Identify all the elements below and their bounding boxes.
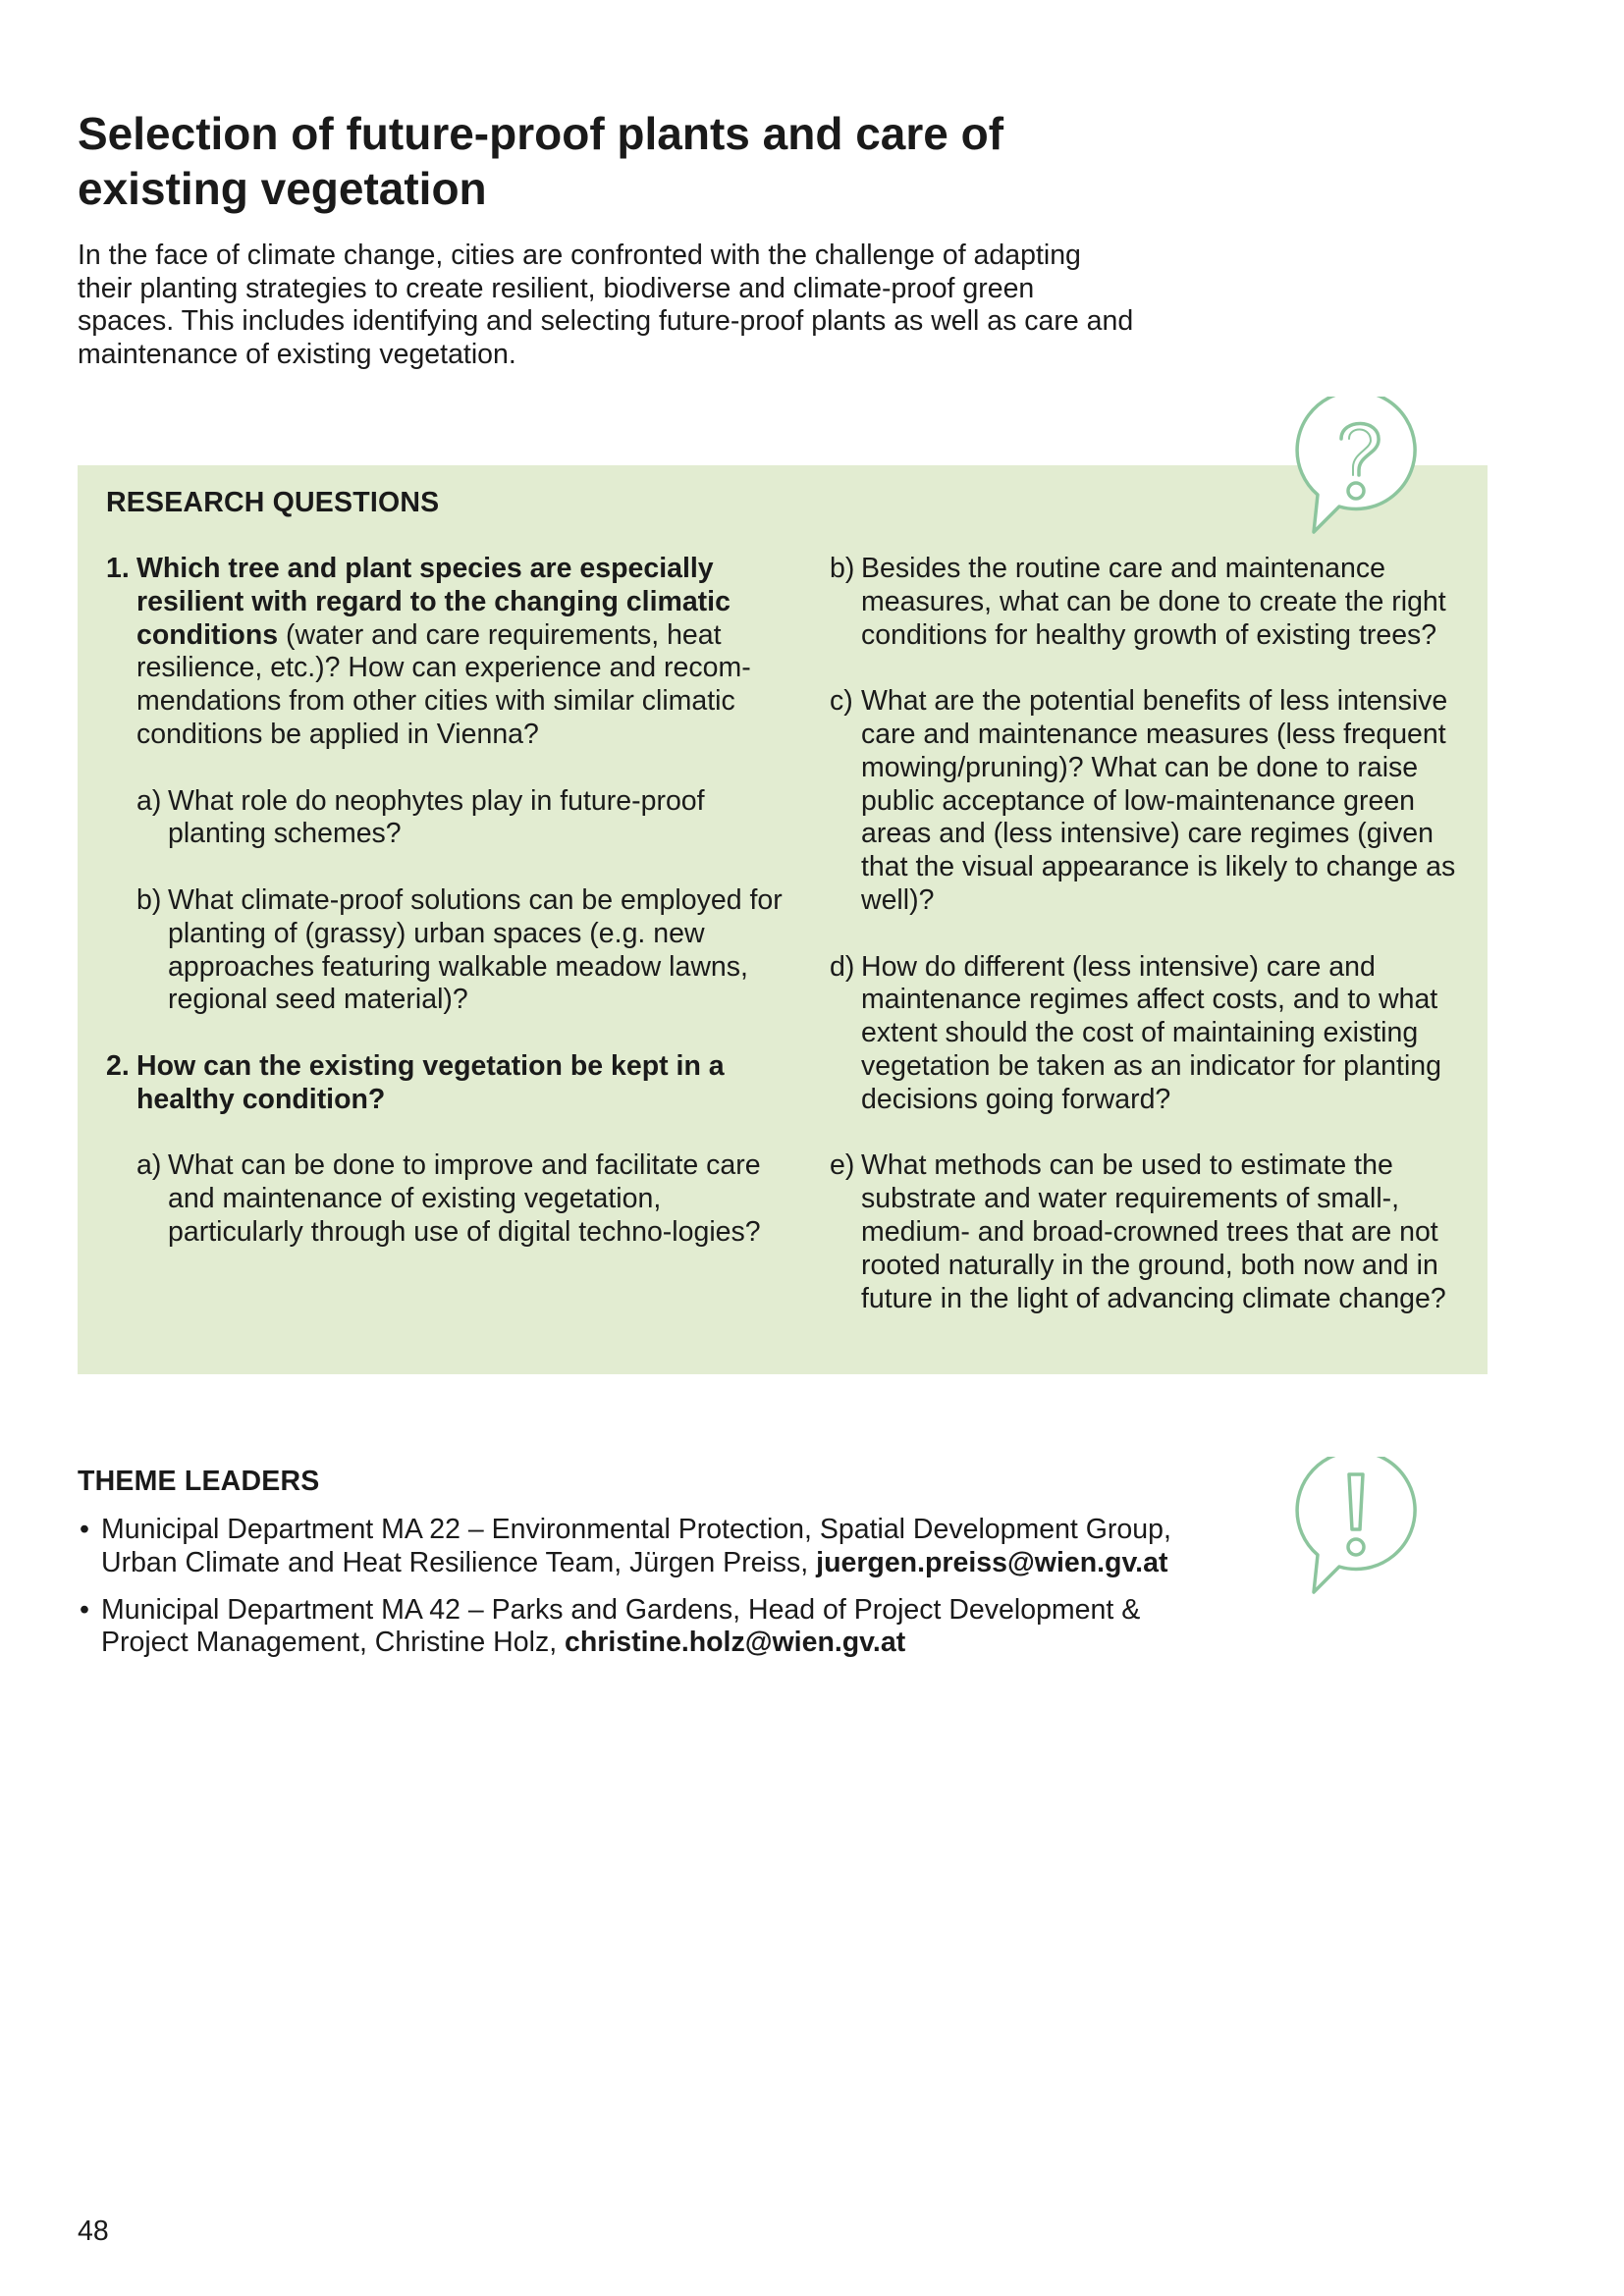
question-2-bold-text: How can the existing vegetation be kept in a healthy condition? <box>136 1049 725 1115</box>
question-2e <box>830 1149 1478 1315</box>
email-link[interactable]: juergen.preiss@wien.gv.at <box>816 1546 1168 1578</box>
question-1a <box>106 785 784 852</box>
question-1a-letter: a) <box>136 784 162 817</box>
research-questions-box <box>78 465 1488 1374</box>
theme-leader-item <box>78 1594 1177 1661</box>
question-2d-text: How do different (less intensive) care and maintenance regimes affect costs, and to what extent should the cost of maintaining existing vegetation be taken as an indicator for planting decisions going forward? <box>861 950 1441 1115</box>
question-2 <box>106 1050 784 1117</box>
question-2-number: 2. <box>106 1049 130 1082</box>
bullet: • <box>80 1593 89 1626</box>
research-questions-heading: RESEARCH QUESTIONS <box>106 487 440 518</box>
bullet: • <box>80 1514 89 1545</box>
research-questions-left-column <box>106 553 784 1283</box>
question-1 <box>106 553 784 752</box>
page-number: 48 <box>78 2216 109 2247</box>
theme-leaders-list <box>78 1514 1177 1674</box>
exclamation-bubble-icon <box>1292 1457 1420 1599</box>
question-2b <box>830 553 1478 652</box>
question-2a-text: What can be done to improve and facilitate care and maintenance of existing vegetation, particularly through use of digital techno-logies? <box>168 1149 761 1248</box>
theme-leader-text: Municipal Department MA 22 – Environmental Protection, Spatial Development Group, Urban Climate and Heat Resilience Team, Jürgen Preiss, <box>101 1514 1171 1578</box>
question-1b-text: What climate-proof solutions can be employed for planting of (grassy) urban spaces (e.g. new approaches featuring walkable meadow lawns, regional seed material)? <box>168 883 783 1016</box>
page-title: Selection of future-proof plants and care of existing vegetation <box>78 108 1004 214</box>
theme-leader-item <box>78 1514 1177 1580</box>
research-questions-right-column <box>830 553 1478 1349</box>
question-1-text: (water and care requirements, heat resilience, etc.)? How can experience and recom-mendations from other cities with similar climatic conditions be applied in Vienna? <box>136 618 751 750</box>
question-1-number: 1. <box>106 553 130 584</box>
question-2d-letter: d) <box>830 950 855 983</box>
question-2b-text: Besides the routine care and maintenance measures, what can be done to create the right conditions for healthy growth of existing trees? <box>861 553 1446 651</box>
question-2b-letter: b) <box>830 553 855 584</box>
question-2e-text: What methods can be used to estimate the substrate and water requirements of small-, medium- and broad-crowned trees that are not rooted naturally in the ground, both now and in future in the light of advancing climate change? <box>861 1149 1446 1314</box>
question-2a <box>106 1149 784 1249</box>
question-2c <box>830 685 1478 918</box>
email-link[interactable]: christine.holz@wien.gv.at <box>565 1627 906 1659</box>
question-1-bold-text: Which tree and plant species are especially resilient with regard to the changing climatic conditions <box>136 553 731 651</box>
question-2d <box>830 951 1478 1117</box>
question-2e-letter: e) <box>830 1149 855 1182</box>
question-2c-text: What are the potential benefits of less intensive care and maintenance measures (less frequent mowing/pruning)? What can be done to raise public acceptance of low-maintenance green areas and (less intensive) care regimes (given that the visual appearance is likely to change as well)? <box>861 685 1456 916</box>
theme-leader-text: Municipal Department MA 42 – Parks and Gardens, Head of Project Development & Project Management, Christine Holz, <box>101 1593 1141 1659</box>
question-1b <box>106 884 784 1017</box>
question-2c-letter: c) <box>830 685 853 718</box>
question-2a-letter: a) <box>136 1149 162 1182</box>
question-1b-letter: b) <box>136 883 162 916</box>
question-1a-text: What role do neophytes play in future-proof planting schemes? <box>168 784 705 850</box>
intro-paragraph: In the face of climate change, cities are confronted with the challenge of adapting their planting strategies to create resilient, biodiverse and climate-proof green spaces. This includes identifying and selecting future-proof plants as well as care and maintenance of existing vegetation. <box>78 240 1134 370</box>
question-bubble-icon <box>1292 397 1420 539</box>
theme-leaders-heading: THEME LEADERS <box>78 1466 320 1497</box>
